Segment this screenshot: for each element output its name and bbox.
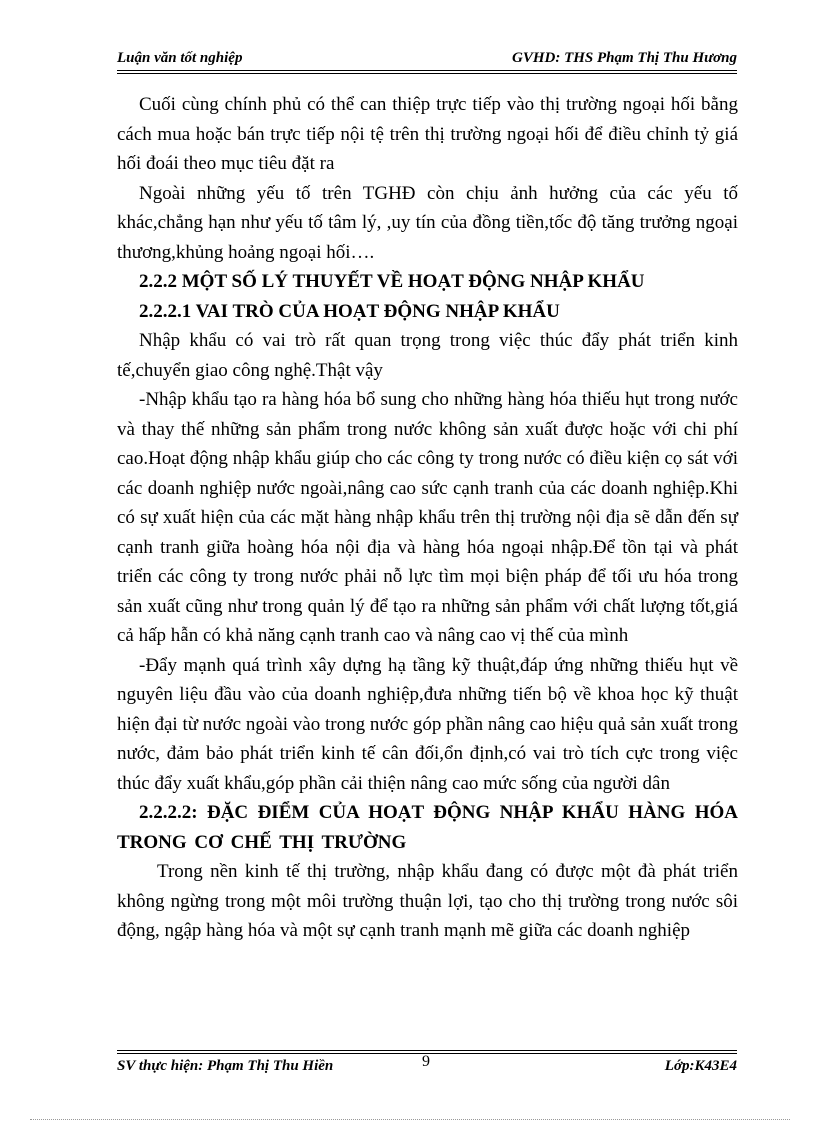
- footer-class: Lớp:K43E4: [664, 1058, 737, 1074]
- paragraph-import-role-intro: Nhập khẩu có vai trò rất quan trọng trong việc thúc đẩy phát triển kinh tế,chuyển giao công nghệ.Thật vậy: [117, 330, 738, 381]
- header-title: Luận văn tốt nghiệp: [117, 50, 243, 66]
- section-heading-import-theory: 2.2.2 MỘT SỐ LÝ THUYẾT VỀ HOẠT ĐỘNG NHẬP KHẨU: [139, 271, 645, 292]
- header-rule-second: [117, 73, 737, 74]
- paragraph-government-intervention: Cuối cùng chính phủ có thể can thiệp trực tiếp vào thị trường ngoại hối bằng cách mua hoặc bán trực tiếp nội tệ trên thị trường ngoại hối để điều chỉnh tỷ giá hối đoái theo mục tiêu đặt ra: [117, 94, 738, 174]
- header-rule: [117, 70, 737, 71]
- footer-rule: [117, 1050, 737, 1051]
- paragraph-import-supplement: -Nhập khẩu tạo ra hàng hóa bổ sung cho những hàng hóa thiếu hụt trong nước và thay thế những sản phẩm trong nước không sản xuất được hoặc với chi phí cao.Hoạt động nhập khẩu giúp cho các công ty trong nước có điều kiện cọ sát với các doanh nghiệp nước ngoài,nâng cao sức cạnh tranh của các doanh nghiệp.Khi có sự xuất hiện của các mặt hàng nhập khẩu trên thị trường nội địa sẽ dẫn đến sự cạnh tranh giữa hoàng hóa nội địa và hàng hóa ngoại nhập.Để tồn tại và phát triển các công ty trong nước phải nỗ lực tìm mọi biện pháp để tối ưu hóa trong sản xuất cũng như trong quản lý để tạo ra những sản phẩm với chất lượng tốt,giá cả hấp hẫn có khả năng cạnh tranh cao và nâng cao vị thế của mình: [117, 389, 738, 646]
- subsection-heading-import-characteristics: 2.2.2.2: ĐẶC ĐIỂM CỦA HOẠT ĐỘNG NHẬP KHẨU HÀNG HÓA TRONG CƠ CHẾ THỊ TRƯỜNG: [117, 802, 738, 853]
- footer-student: SV thực hiện: Phạm Thị Thu Hiền: [117, 1058, 334, 1074]
- page-header: [117, 47, 737, 69]
- page-number: 9: [422, 1053, 430, 1070]
- header-supervisor: GVHD: THS Phạm Thị Thu Hương: [512, 50, 737, 66]
- paragraph-other-factors: Ngoài những yếu tố trên TGHĐ còn chịu ảnh hưởng của các yếu tố khác,chẳng hạn như yếu tố tâm lý, ,uy tín của đồng tiền,tốc độ tăng trưởng ngoại thương,khủng hoảng ngoại hối….: [117, 182, 738, 263]
- page-bottom-divider: [30, 1119, 790, 1120]
- subsection-heading-import-role: 2.2.2.1 VAI TRÒ CỦA HOẠT ĐỘNG NHẬP KHẨU: [139, 300, 560, 322]
- document-body: [117, 90, 738, 946]
- paragraph-infrastructure: -Đẩy mạnh quá trình xây dựng hạ tầng kỹ thuật,đáp ứng những thiếu hụt về nguyên liệu đầu vào của doanh nghiệp,đưa những tiến bộ về khoa học kỹ thuật hiện đại từ nước ngoài vào trong nước góp phần nâng cao hiệu quả sản xuất trong nước, đảm bảo phát triển kinh tế cân đối,ổn định,có vai trò tích cực trong việc thúc đẩy xuất khẩu,góp phần cải thiện nâng cao mức sống của người dân: [117, 654, 738, 794]
- paragraph-market-economy: Trong nền kinh tế thị trường, nhập khẩu đang có được một đà phát triển không ngừng trong một môi trường thuận lợi, tạo cho thị trường trong nước sôi động, ngập hàng hóa và một sự cạnh tranh mạnh mẽ giữa các doanh nghiệp: [117, 861, 738, 941]
- page-footer: [117, 1053, 737, 1078]
